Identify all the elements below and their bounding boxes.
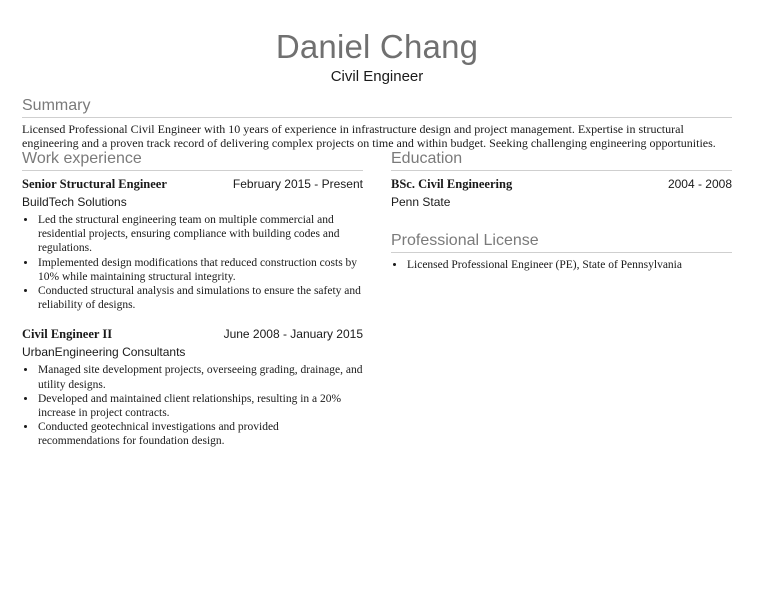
job-entry — [22, 326, 363, 448]
school-name: Penn State — [391, 195, 451, 209]
job-company: BuildTech Solutions — [22, 195, 127, 209]
job-dates: February 2015 - Present — [232, 177, 363, 191]
job-bullet: • Managed site development projects, overseeing grading, drainage, and utility designs. — [37, 363, 363, 391]
job-bullet: • Led the structural engineering team on multiple commercial and residential projects, ensuring compliance with building codes and regulations. — [37, 213, 363, 256]
job-dates: June 2008 - January 2015 — [223, 327, 363, 342]
license-list — [391, 258, 732, 272]
summary-heading: Summary — [22, 96, 732, 118]
education-dates: 2004 - 2008 — [667, 177, 732, 191]
summary-section — [22, 96, 732, 150]
job-company: UrbanEngineering Consultants — [22, 345, 186, 360]
job-header — [22, 176, 363, 192]
job-entry — [22, 176, 363, 312]
candidate-name: Daniel Chang — [275, 28, 479, 65]
license-item: • Licensed Professional Engineer (PE), State of Pennsylvania — [406, 258, 732, 272]
job-bullets — [22, 363, 363, 448]
job-bullet: • Conducted geotechnical investigations and provided recommendations for foundation design. — [37, 420, 363, 448]
job-header — [22, 326, 363, 342]
work-experience-section — [22, 149, 363, 449]
job-bullet: • Implemented design modifications that reduced construction costs by 10% while maintaining structural integrity. — [37, 256, 363, 284]
license-heading: Professional License — [391, 231, 732, 253]
degree-name: BSc. Civil Engineering — [391, 177, 513, 191]
education-heading: Education — [391, 149, 732, 171]
right-column — [391, 149, 732, 272]
job-bullets — [22, 213, 363, 312]
summary-text: Licensed Professional Civil Engineer with 10 years of experience in infrastructure design and project management. Expertise in structural engineering and a proven track record of delivering complex projects on time and within budget. Seeking challenging engineering opportunities. — [22, 122, 716, 150]
education-header — [391, 176, 732, 192]
job-title: Civil Engineer II — [22, 327, 113, 342]
job-title: Senior Structural Engineer — [22, 177, 167, 191]
license-section — [391, 231, 732, 272]
job-bullet: • Conducted structural analysis and simulations to ensure the safety and reliability of designs. — [37, 284, 363, 312]
job-bullet: • Developed and maintained client relationships, resulting in a 20% increase in project contracts. — [37, 392, 363, 420]
work-experience-heading: Work experience — [22, 149, 363, 171]
education-section — [391, 149, 732, 210]
candidate-title: Civil Engineer — [330, 68, 424, 85]
